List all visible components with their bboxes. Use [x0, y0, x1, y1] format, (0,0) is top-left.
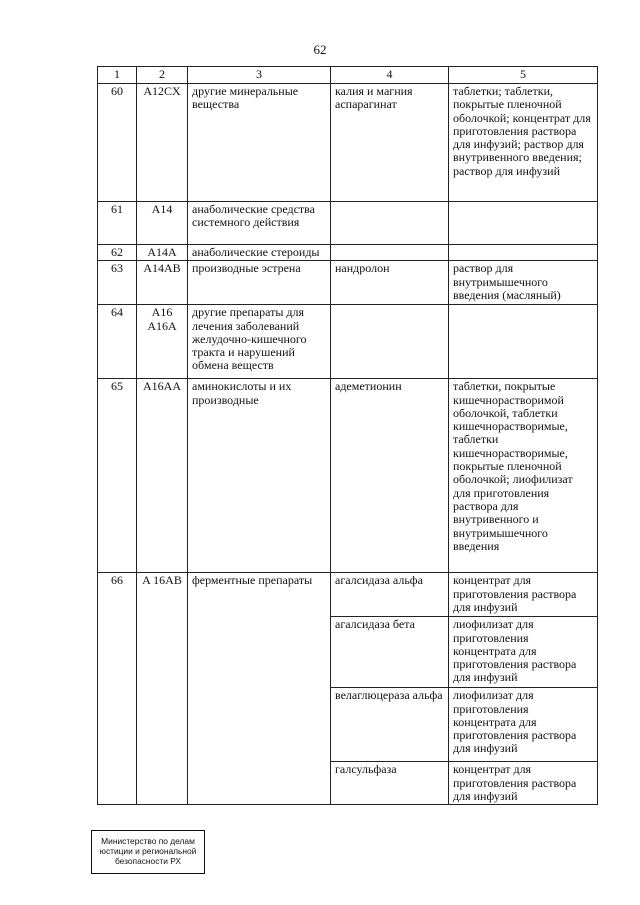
row-number: 62 — [98, 245, 137, 261]
atc-code: A14 — [137, 202, 188, 245]
dosage-forms: раствор для внутримышечного введения (масляный) — [449, 261, 598, 305]
table-header-row — [98, 67, 598, 84]
atc-code: A16 A16A — [137, 305, 188, 379]
stamp-line-3: безопасности РХ — [114, 856, 182, 866]
group-name: ферментные препараты — [188, 573, 331, 805]
header-cell-1: 1 — [98, 67, 137, 84]
table-row — [98, 573, 598, 617]
row-number: 61 — [98, 202, 137, 245]
atc-code: A14A — [137, 245, 188, 261]
dosage-forms: лиофилизат для приготовления концентрата для приготовления раствора для инфузий — [449, 688, 598, 762]
atc-code: A12CX — [137, 84, 188, 202]
group-name: производные эстрена — [188, 261, 331, 305]
group-name: другие минеральные вещества — [188, 84, 331, 202]
substance-name — [331, 305, 449, 379]
group-name: другие препараты для лечения заболеваний желудочно-кишечного тракта и нарушений обмена веществ — [188, 305, 331, 379]
substance-name: галсульфаза — [331, 762, 449, 805]
drug-table — [97, 66, 598, 805]
dosage-forms: таблетки, покрытые кишечнорастворимой оболочкой, таблетки кишечнорастворимые, таблетки кишечнорастворимые, покрытые пленочной оболочкой; лиофилизат для приготовления раствора для внутривенного и внутримышечного введения — [449, 379, 598, 573]
group-name: аминокислоты и их производные — [188, 379, 331, 573]
header-cell-4: 4 — [331, 67, 449, 84]
substance-name: нандролон — [331, 261, 449, 305]
row-number: 66 — [98, 573, 137, 805]
dosage-forms: таблетки; таблетки, покрытые пленочной оболочкой; концентрат для приготовления раствора для инфузий; раствор для внутривенного введения; раствор для инфузий — [449, 84, 598, 202]
atc-code: A16AA — [137, 379, 188, 573]
stamp-line-1: Министерство по делам — [101, 836, 195, 846]
stamp-line-2: юстиции и региональной — [99, 846, 197, 856]
group-name: анаболические средства системного действия — [188, 202, 331, 245]
substance-name: агалсидаза бета — [331, 617, 449, 688]
dosage-forms — [449, 305, 598, 379]
substance-name: велаглюцераза альфа — [331, 688, 449, 762]
substance-name: калия и магния аспарагинат — [331, 84, 449, 202]
header-cell-3: 3 — [188, 67, 331, 84]
dosage-forms: концентрат для приготовления раствора для инфузий — [449, 762, 598, 805]
header-cell-2: 2 — [137, 67, 188, 84]
substance-name — [331, 202, 449, 245]
row-number: 60 — [98, 84, 137, 202]
substance-name — [331, 245, 449, 261]
dosage-forms: лиофилизат для приготовления концентрата для приготовления раствора для инфузий — [449, 617, 598, 688]
dosage-forms — [449, 202, 598, 245]
dosage-forms: концентрат для приготовления раствора для инфузий — [449, 573, 598, 617]
table-row — [98, 84, 598, 202]
row-number: 65 — [98, 379, 137, 573]
substance-name: адеметионин — [331, 379, 449, 573]
page-number: 62 — [313, 42, 327, 57]
table-row — [98, 245, 598, 261]
atc-code: A 16AB — [137, 573, 188, 805]
atc-code: A14AB — [137, 261, 188, 305]
substance-name: агалсидаза альфа — [331, 573, 449, 617]
dosage-forms — [449, 245, 598, 261]
table-row — [98, 261, 598, 305]
table-row — [98, 379, 598, 573]
table-row — [98, 305, 598, 379]
ministry-stamp — [91, 830, 205, 874]
row-number: 63 — [98, 261, 137, 305]
row-number: 64 — [98, 305, 137, 379]
group-name: анаболические стероиды — [188, 245, 331, 261]
table-row — [98, 202, 598, 245]
header-cell-5: 5 — [449, 67, 598, 84]
